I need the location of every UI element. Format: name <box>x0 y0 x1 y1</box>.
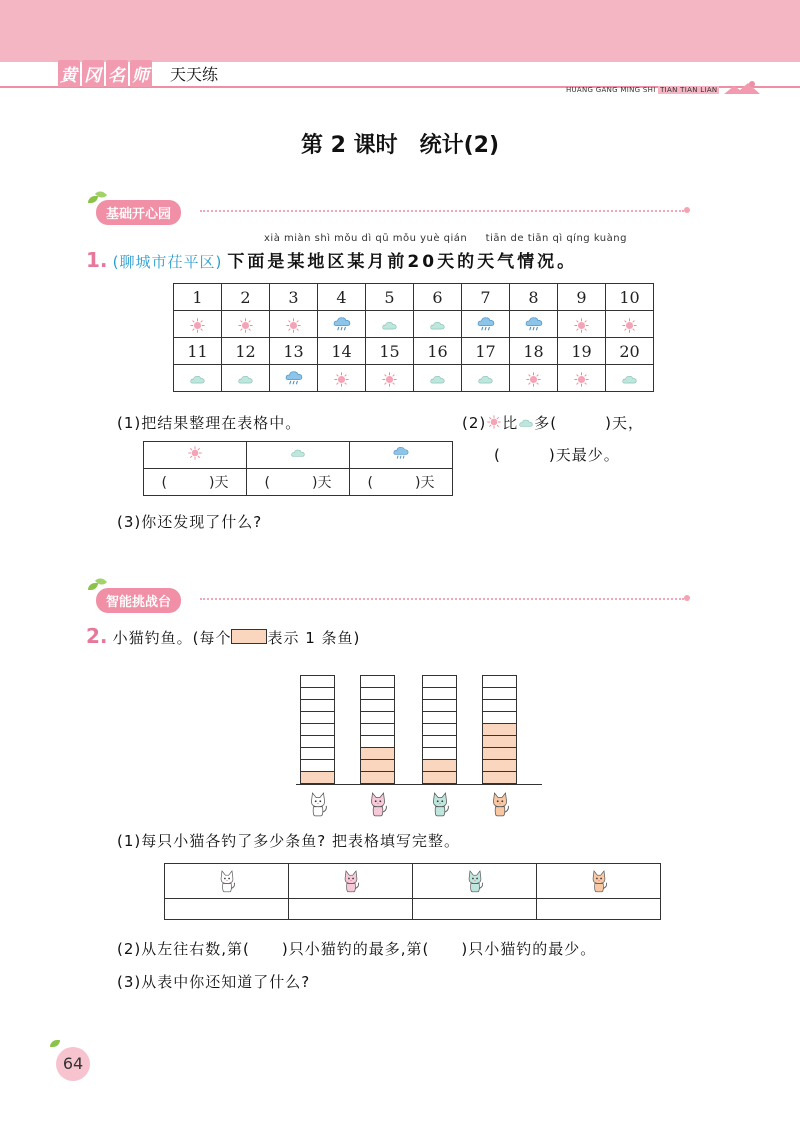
pinyin-line: xià miàn shì mǒu dì qū mǒu yuè qián tiān de tiān qì qíng kuàng <box>264 233 627 244</box>
answer-blank[interactable]: ( )天 <box>144 469 247 496</box>
header-band <box>0 0 800 62</box>
cloud-icon <box>477 371 494 388</box>
day-number: 7 <box>462 284 510 311</box>
leaf-icon <box>88 583 98 590</box>
day-number: 3 <box>270 284 318 311</box>
series-name: 天天练 <box>170 65 219 84</box>
cat-cell <box>537 864 661 899</box>
days-row-1 <box>174 284 654 311</box>
question-2-line <box>86 624 360 648</box>
days-row-2 <box>174 338 654 365</box>
weather-table <box>173 283 654 392</box>
leaf-icon <box>50 1040 60 1047</box>
weather-cell <box>414 311 462 338</box>
day-number: 2 <box>222 284 270 311</box>
day-number: 20 <box>606 338 654 365</box>
divider-end-dot <box>684 207 690 213</box>
brand-char: 师 <box>130 60 152 87</box>
section-badge-basic: 基础开心园 <box>96 200 181 225</box>
cloud-icon <box>429 371 446 388</box>
weather-cell <box>222 311 270 338</box>
sun-icon <box>333 371 350 388</box>
cat-figure <box>367 790 389 822</box>
question-number: 2. <box>86 624 108 648</box>
header-english-main: HUANG GANG MING SHI <box>565 86 656 94</box>
question-text: 小猫钓鱼。(每个 <box>112 629 232 647</box>
sun-icon <box>285 317 302 334</box>
cat-figure <box>429 790 451 822</box>
result-header-cloud <box>247 442 350 469</box>
weather-cell <box>270 365 318 392</box>
weather-cell <box>318 365 366 392</box>
answer-blank[interactable] <box>289 899 413 920</box>
chart-baseline <box>296 784 542 785</box>
cat-cell <box>289 864 413 899</box>
weather-row-2 <box>174 365 654 392</box>
day-number: 14 <box>318 338 366 365</box>
weather-cell <box>558 311 606 338</box>
fish-cell-filled <box>300 771 335 784</box>
cat-row <box>296 790 542 820</box>
orange-cat-icon <box>489 790 511 818</box>
day-number: 4 <box>318 284 366 311</box>
white-cat-icon <box>307 790 329 818</box>
result-header-sun <box>144 442 247 469</box>
divider-end-dot <box>684 595 690 601</box>
answer-blank[interactable]: ( )天 <box>247 469 350 496</box>
cat-cell <box>413 864 537 899</box>
fish-column <box>482 660 517 784</box>
weather-cell <box>270 311 318 338</box>
day-number: 11 <box>174 338 222 365</box>
rain-cloud-icon <box>284 368 304 388</box>
cloud-icon <box>189 371 206 388</box>
weather-cell <box>558 365 606 392</box>
brand-char: 名 <box>106 60 128 87</box>
fish-table-answers <box>165 899 661 920</box>
q1-part3: (3)你还发现了什么? <box>117 513 263 531</box>
green-cat-icon <box>465 868 485 894</box>
fish-table <box>164 863 661 920</box>
sun-icon <box>573 317 590 334</box>
q1-part2 <box>462 412 644 433</box>
weather-cell <box>414 365 462 392</box>
cat-cell <box>165 864 289 899</box>
weather-cell <box>462 311 510 338</box>
day-number: 9 <box>558 284 606 311</box>
brand-char: 黄 <box>58 60 80 87</box>
cat-figure <box>489 790 511 822</box>
question-source: (聊城市茌平区) <box>112 253 223 271</box>
day-number: 16 <box>414 338 462 365</box>
q1-part1: (1)把结果整理在表格中。 <box>117 414 302 432</box>
fish-column <box>422 660 457 784</box>
sun-icon <box>573 371 590 388</box>
sun-icon <box>486 414 502 430</box>
section-badge-challenge: 智能挑战台 <box>96 588 181 613</box>
day-number: 12 <box>222 338 270 365</box>
weather-cell <box>174 311 222 338</box>
cat-figure <box>307 790 329 822</box>
q2-part2: (2)从左往右数,第( )只小猫钓的最多,第( )只小猫钓的最少。 <box>117 940 597 958</box>
cloud-icon <box>237 371 254 388</box>
day-number: 15 <box>366 338 414 365</box>
q2-part3: (3)从表中你还知道了什么? <box>117 973 311 991</box>
rain-cloud-icon <box>392 444 410 462</box>
sun-icon <box>237 317 254 334</box>
q1-part2-line2: ( )天最少。 <box>494 446 620 464</box>
part2-compare: 比 <box>502 414 519 432</box>
cloud-icon <box>290 445 306 461</box>
answer-blank[interactable] <box>413 899 537 920</box>
fish-column <box>300 660 335 784</box>
day-number: 13 <box>270 338 318 365</box>
question-text: 下面是某地区某月前20天的天气情况。 <box>227 252 578 272</box>
weather-cell <box>606 365 654 392</box>
pink-cat-icon <box>341 868 361 894</box>
weather-cell <box>510 311 558 338</box>
answer-blank[interactable] <box>537 899 661 920</box>
header-english <box>566 80 762 94</box>
orange-cat-icon <box>589 868 609 894</box>
question-text-end: 表示 1 条鱼) <box>267 629 361 647</box>
day-number: 5 <box>366 284 414 311</box>
answer-blank[interactable]: ( )天 <box>350 469 453 496</box>
fish-cell-filled <box>422 771 457 784</box>
weather-cell <box>366 311 414 338</box>
page-title: 第 2 课时 统计(2) <box>300 133 500 158</box>
fish-cell-filled <box>482 771 517 784</box>
result-table <box>143 441 453 496</box>
rain-cloud-icon <box>524 314 544 334</box>
weather-cell <box>222 365 270 392</box>
weather-cell <box>606 311 654 338</box>
green-cat-icon <box>429 790 451 818</box>
answer-blank[interactable] <box>165 899 289 920</box>
result-icon-row <box>144 442 453 469</box>
day-number: 10 <box>606 284 654 311</box>
cloud-icon <box>518 415 534 431</box>
weather-row-1 <box>174 311 654 338</box>
day-number: 17 <box>462 338 510 365</box>
page-number: 64 <box>56 1047 90 1081</box>
rain-cloud-icon <box>476 314 496 334</box>
brand-char: 冈 <box>82 60 104 87</box>
weather-cell <box>318 311 366 338</box>
question-1-line <box>86 247 577 272</box>
sun-icon <box>525 371 542 388</box>
weather-cell <box>174 365 222 392</box>
part2-prefix: (2) <box>462 414 487 432</box>
question-number: 1. <box>86 248 108 272</box>
brand-logo <box>58 60 154 87</box>
weather-cell <box>462 365 510 392</box>
cloud-icon <box>621 371 638 388</box>
day-number: 1 <box>174 284 222 311</box>
tree-icon <box>722 80 762 94</box>
q2-part1: (1)每只小猫各钓了多少条鱼? 把表格填写完整。 <box>117 832 460 850</box>
fish-chart <box>296 660 542 790</box>
sun-icon <box>621 317 638 334</box>
fish-column <box>360 660 395 784</box>
cloud-icon <box>381 317 398 334</box>
day-number: 6 <box>414 284 462 311</box>
weather-cell <box>510 365 558 392</box>
cloud-icon <box>429 317 446 334</box>
fish-cell-filled <box>360 771 395 784</box>
pink-cat-icon <box>367 790 389 818</box>
part2-more: 多( )天， <box>534 414 644 432</box>
white-cat-icon <box>217 868 237 894</box>
header-english-small: TIAN TIAN LIAN <box>660 86 718 94</box>
weather-cell <box>366 365 414 392</box>
day-number: 8 <box>510 284 558 311</box>
result-answer-row <box>144 469 453 496</box>
rain-cloud-icon <box>332 314 352 334</box>
section-divider <box>200 598 684 600</box>
day-number: 19 <box>558 338 606 365</box>
day-number: 18 <box>510 338 558 365</box>
fish-table-cats <box>165 864 661 899</box>
section-divider <box>200 210 684 212</box>
sun-icon <box>187 445 203 461</box>
leaf-icon <box>88 196 98 203</box>
fish-unit-icon <box>231 629 267 644</box>
result-header-rain <box>350 442 453 469</box>
sun-icon <box>189 317 206 334</box>
sun-icon <box>381 371 398 388</box>
